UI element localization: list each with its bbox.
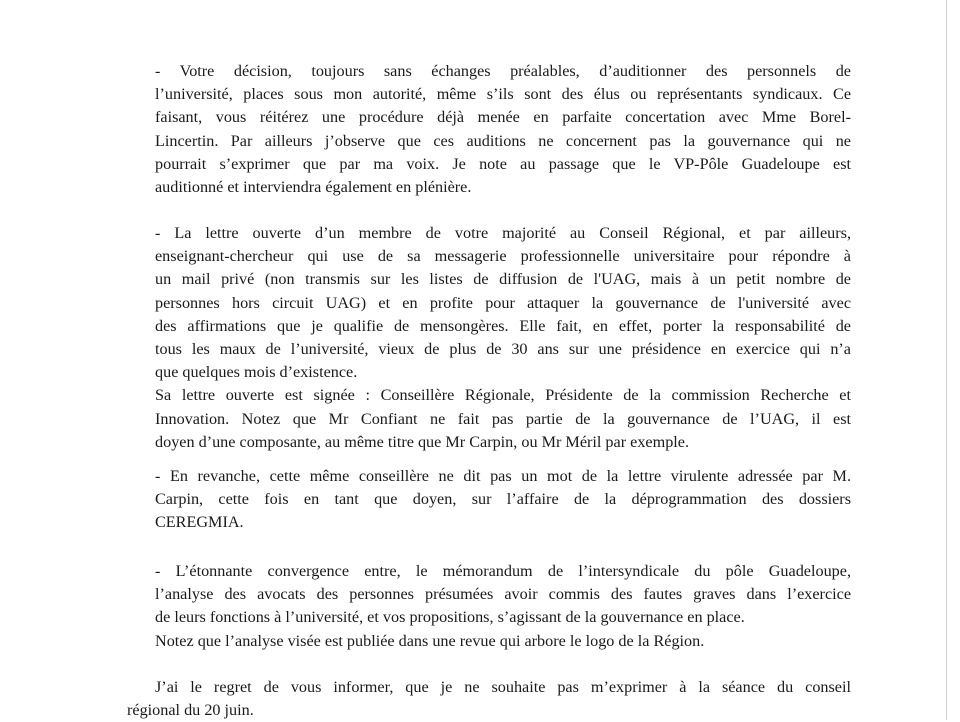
- text-line: Notez que l’analyse visée est publiée dans une revue qui arbore le logo de la Région.: [155, 631, 705, 650]
- text-line: J’ai le regret de vous informer, que je ne souhaite pas m’exprimer à la séance du conseil: [155, 678, 851, 696]
- text-line: auditionné et interviendra également en plénière.: [155, 178, 472, 197]
- text-line: Carpin, cette fois en tant que doyen, sur l’affaire de la déprogrammation des dossiers: [155, 490, 851, 509]
- text-line: pourrait s’exprimer que par ma voix. Je note au passage que le VP-Pôle Guadeloupe est: [155, 154, 851, 173]
- paragraph-closing: [127, 676, 851, 722]
- text-line: faisant, vous réitérez une procédure déjà menée en parfaite concertation avec Mme Borel-: [155, 108, 851, 127]
- paragraph-open-letter: [155, 222, 851, 454]
- text-line: personnes hors circuit UAG) et en profite pour attaquer la gouvernance de l'université avec: [155, 293, 851, 312]
- text-line: - Votre décision, toujours sans échanges préalables, d’auditionner des personnels de: [155, 62, 851, 80]
- text-line: l’analyse des avocats des personnes présumées avoir commis des fautes graves dans l’exercice: [155, 585, 851, 604]
- paragraph-convergence: [155, 560, 851, 653]
- paragraph-auditions: [155, 60, 851, 199]
- text-line: Innovation. Notez que Mr Confiant ne fait pas partie de la gouvernance de l’UAG, il est: [155, 409, 851, 428]
- text-line: des affirmations que je qualifie de mensongères. Elle fait, en effet, porter la responsabilité de: [155, 316, 851, 335]
- text-line: - En revanche, cette même conseillère ne dit pas un mot de la lettre virulente adressée par M.: [155, 467, 851, 485]
- text-line: de leurs fonctions à l’université, et vos propositions, s’agissant de la gouvernance en place.: [155, 608, 745, 627]
- text-line: l’université, places sous mon autorité, même s’ils sont des élus ou représentants syndicaux. Ce: [155, 85, 851, 104]
- text-line: un mail privé (non transmis sur les listes de diffusion de l'UAG, mais à un petit nombre de: [155, 270, 851, 289]
- text-line: Sa lettre ouverte est signée : Conseillère Régionale, Présidente de la commission Recherche et: [155, 386, 851, 405]
- text-line: que quelques mois d’existence.: [155, 363, 358, 382]
- text-line: - La lettre ouverte d’un membre de votre majorité au Conseil Régional, et par ailleurs,: [155, 224, 851, 242]
- text-line: Lincertin. Par ailleurs j’observe que ces auditions ne concernent pas la gouvernance qui ne: [155, 131, 851, 150]
- paragraph-carpin-letter: [155, 465, 851, 535]
- text-line: doyen d’une composante, au même titre que Mr Carpin, ou Mr Méril par exemple.: [155, 432, 690, 451]
- text-line: enseignant-chercheur qui use de sa messagerie professionnelle universitaire pour répondre à: [155, 247, 851, 266]
- text-line: CEREGMIA.: [155, 513, 244, 532]
- text-line: - L’étonnante convergence entre, le mémorandum de l’intersyndicale du pôle Guadeloupe,: [155, 562, 851, 580]
- text-line: régional du 20 juin.: [127, 701, 254, 720]
- text-line: tous les maux de l’université, vieux de plus de 30 ans sur une présidence en exercice qui n’a: [155, 340, 851, 359]
